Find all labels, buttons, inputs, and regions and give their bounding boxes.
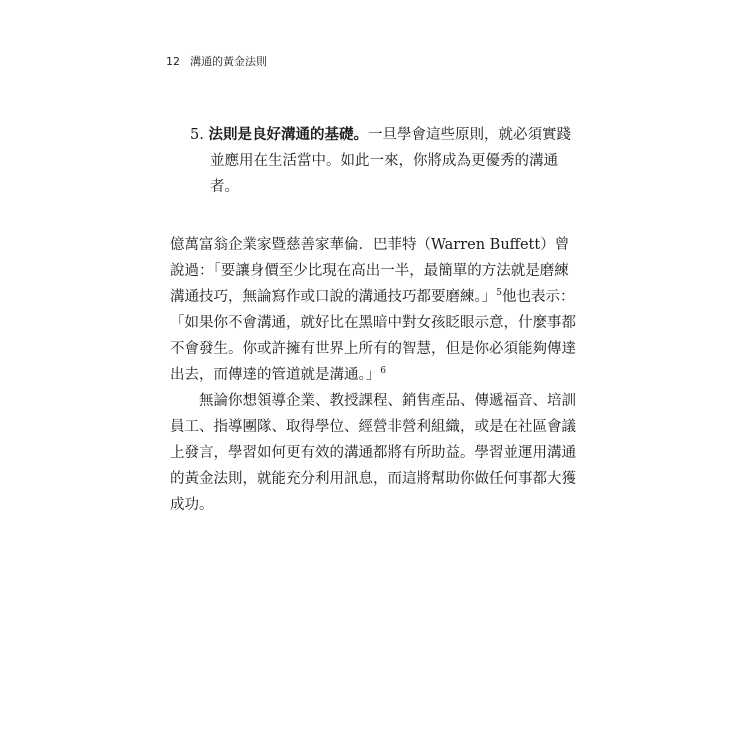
paragraph-buffett xyxy=(170,232,580,388)
running-title: 溝通的黃金法則 xyxy=(190,55,267,68)
running-header xyxy=(166,53,267,69)
item-number: 5. xyxy=(190,127,204,143)
item-lead: 法則是良好溝通的基礎。 xyxy=(208,126,368,143)
list-item-5 xyxy=(170,122,580,200)
page-body xyxy=(170,122,580,518)
page-number: 12 xyxy=(166,55,180,68)
paragraph-buffett-part2: 他也表示：「如果你不會溝通，就好比在黑暗中對女孩眨眼示意，什麼事都不會發生。你或許擁有世界上所有的智慧，但是你必須能夠傳達出去，而傳達的管道就是溝通。」 xyxy=(170,289,576,383)
footnote-ref-5: 5 xyxy=(496,288,502,299)
item-text: 一旦學會這些原則，就必須實踐並應用在生活當中。如此一來，你將成為更優秀的溝通者。 xyxy=(210,127,571,195)
footnote-ref-6: 6 xyxy=(380,366,386,377)
paragraph-golden-rules: 無論你想領導企業、教授課程、銷售產品、傳遞福音、培訓員工、指導團隊、取得學位、經營非營利組織，或是在社區會議上發言，學習如何更有效的溝通都將有所助益。學習並運用溝通的黃金法則，就能充分利用訊息，而這將幫助你做任何事都大獲成功。 xyxy=(170,393,576,513)
paragraph-buffett-part1: 億萬富翁企業家暨慈善家華倫．巴菲特（Warren Buffett）曾說過：「要讓身價至少比現在高出一半，最簡單的方法就是磨練溝通技巧，無論寫作或口說的溝通技巧都要磨練。」 xyxy=(170,237,570,305)
